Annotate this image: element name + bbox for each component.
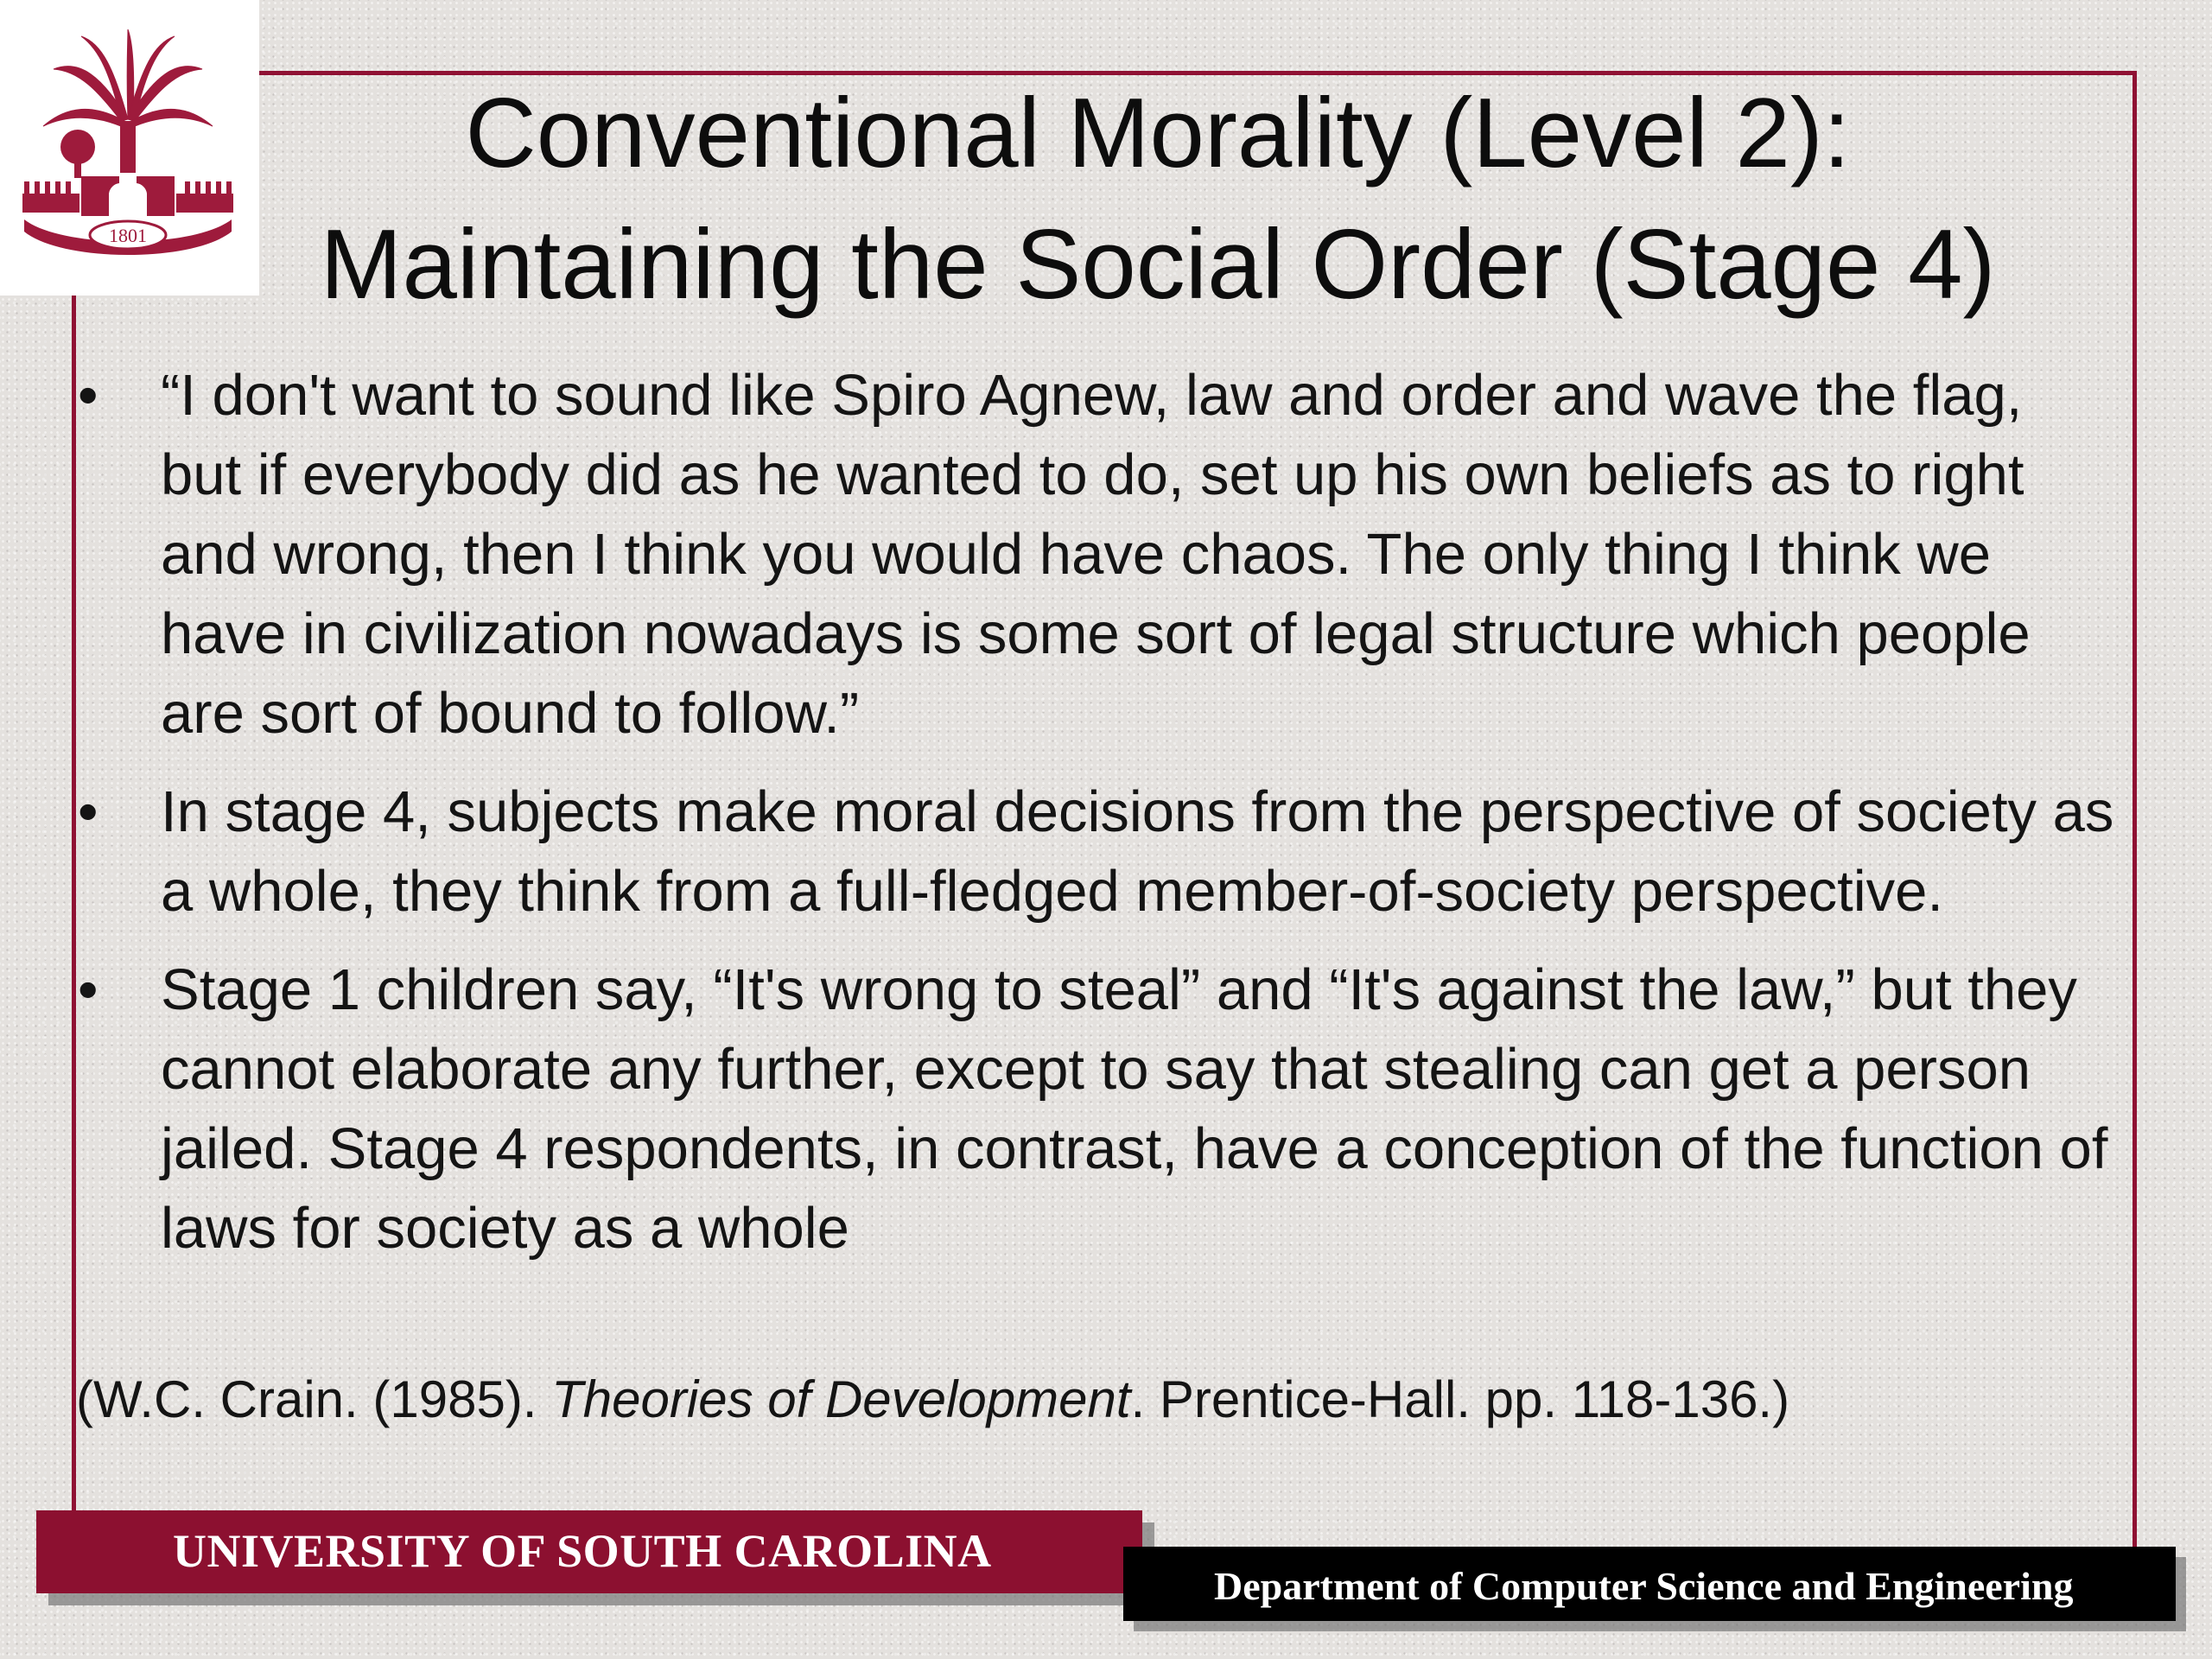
citation-suffix: . Prentice-Hall. pp. 118-136.) [1130,1370,1790,1428]
logo-year: 1801 [109,225,147,246]
bullet-item [78,950,2117,1268]
citation-book-title: Theories of Development [551,1370,1131,1428]
bullet-dot-icon: • [78,363,99,428]
department-name: Department of Computer Science and Engineering [1214,1564,2074,1608]
bullet-text: “I don't want to sound like Spiro Agnew, law and order and wave the flag, but if everybody did as he wanted to do, set up his own beliefs as to right and wrong, then I think you would have chaos. The only thing I think we have in civilization nowadays is some sort of legal structure which people are sort of bound to follow.” [161,363,2031,746]
bullet-text: In stage 4, subjects make moral decisions from the perspective of society as a whole, they think from a full-fledged member-of-society perspective. [161,779,2114,924]
palmetto-logo-icon [19,24,237,257]
bullet-text: Stage 1 children say, “It's wrong to steal” and “It's against the law,” but they cannot elaborate any further, except to say that stealing can get a person jailed. Stage 4 respondents, in contrast, have a conception of the function of laws for society as a whole [161,957,2108,1261]
slide-title-line-2: Maintaining the Social Order (Stage 4) [320,210,1996,320]
bullet-item [78,772,2117,931]
department-banner [1123,1547,2176,1621]
university-banner [36,1510,1142,1593]
bullet-dot-icon: • [78,957,99,1022]
university-logo [0,0,259,296]
citation [76,1363,2063,1436]
university-name: UNIVERSITY OF SOUTH CAROLINA [173,1525,992,1577]
slide-title-line-1: Conventional Morality (Level 2): [465,79,1851,188]
bullet-list [78,356,2117,1287]
bullet-dot-icon: • [78,779,99,844]
citation-prefix: (W.C. Crain. (1985). [76,1370,552,1428]
bullet-item [78,356,2117,753]
